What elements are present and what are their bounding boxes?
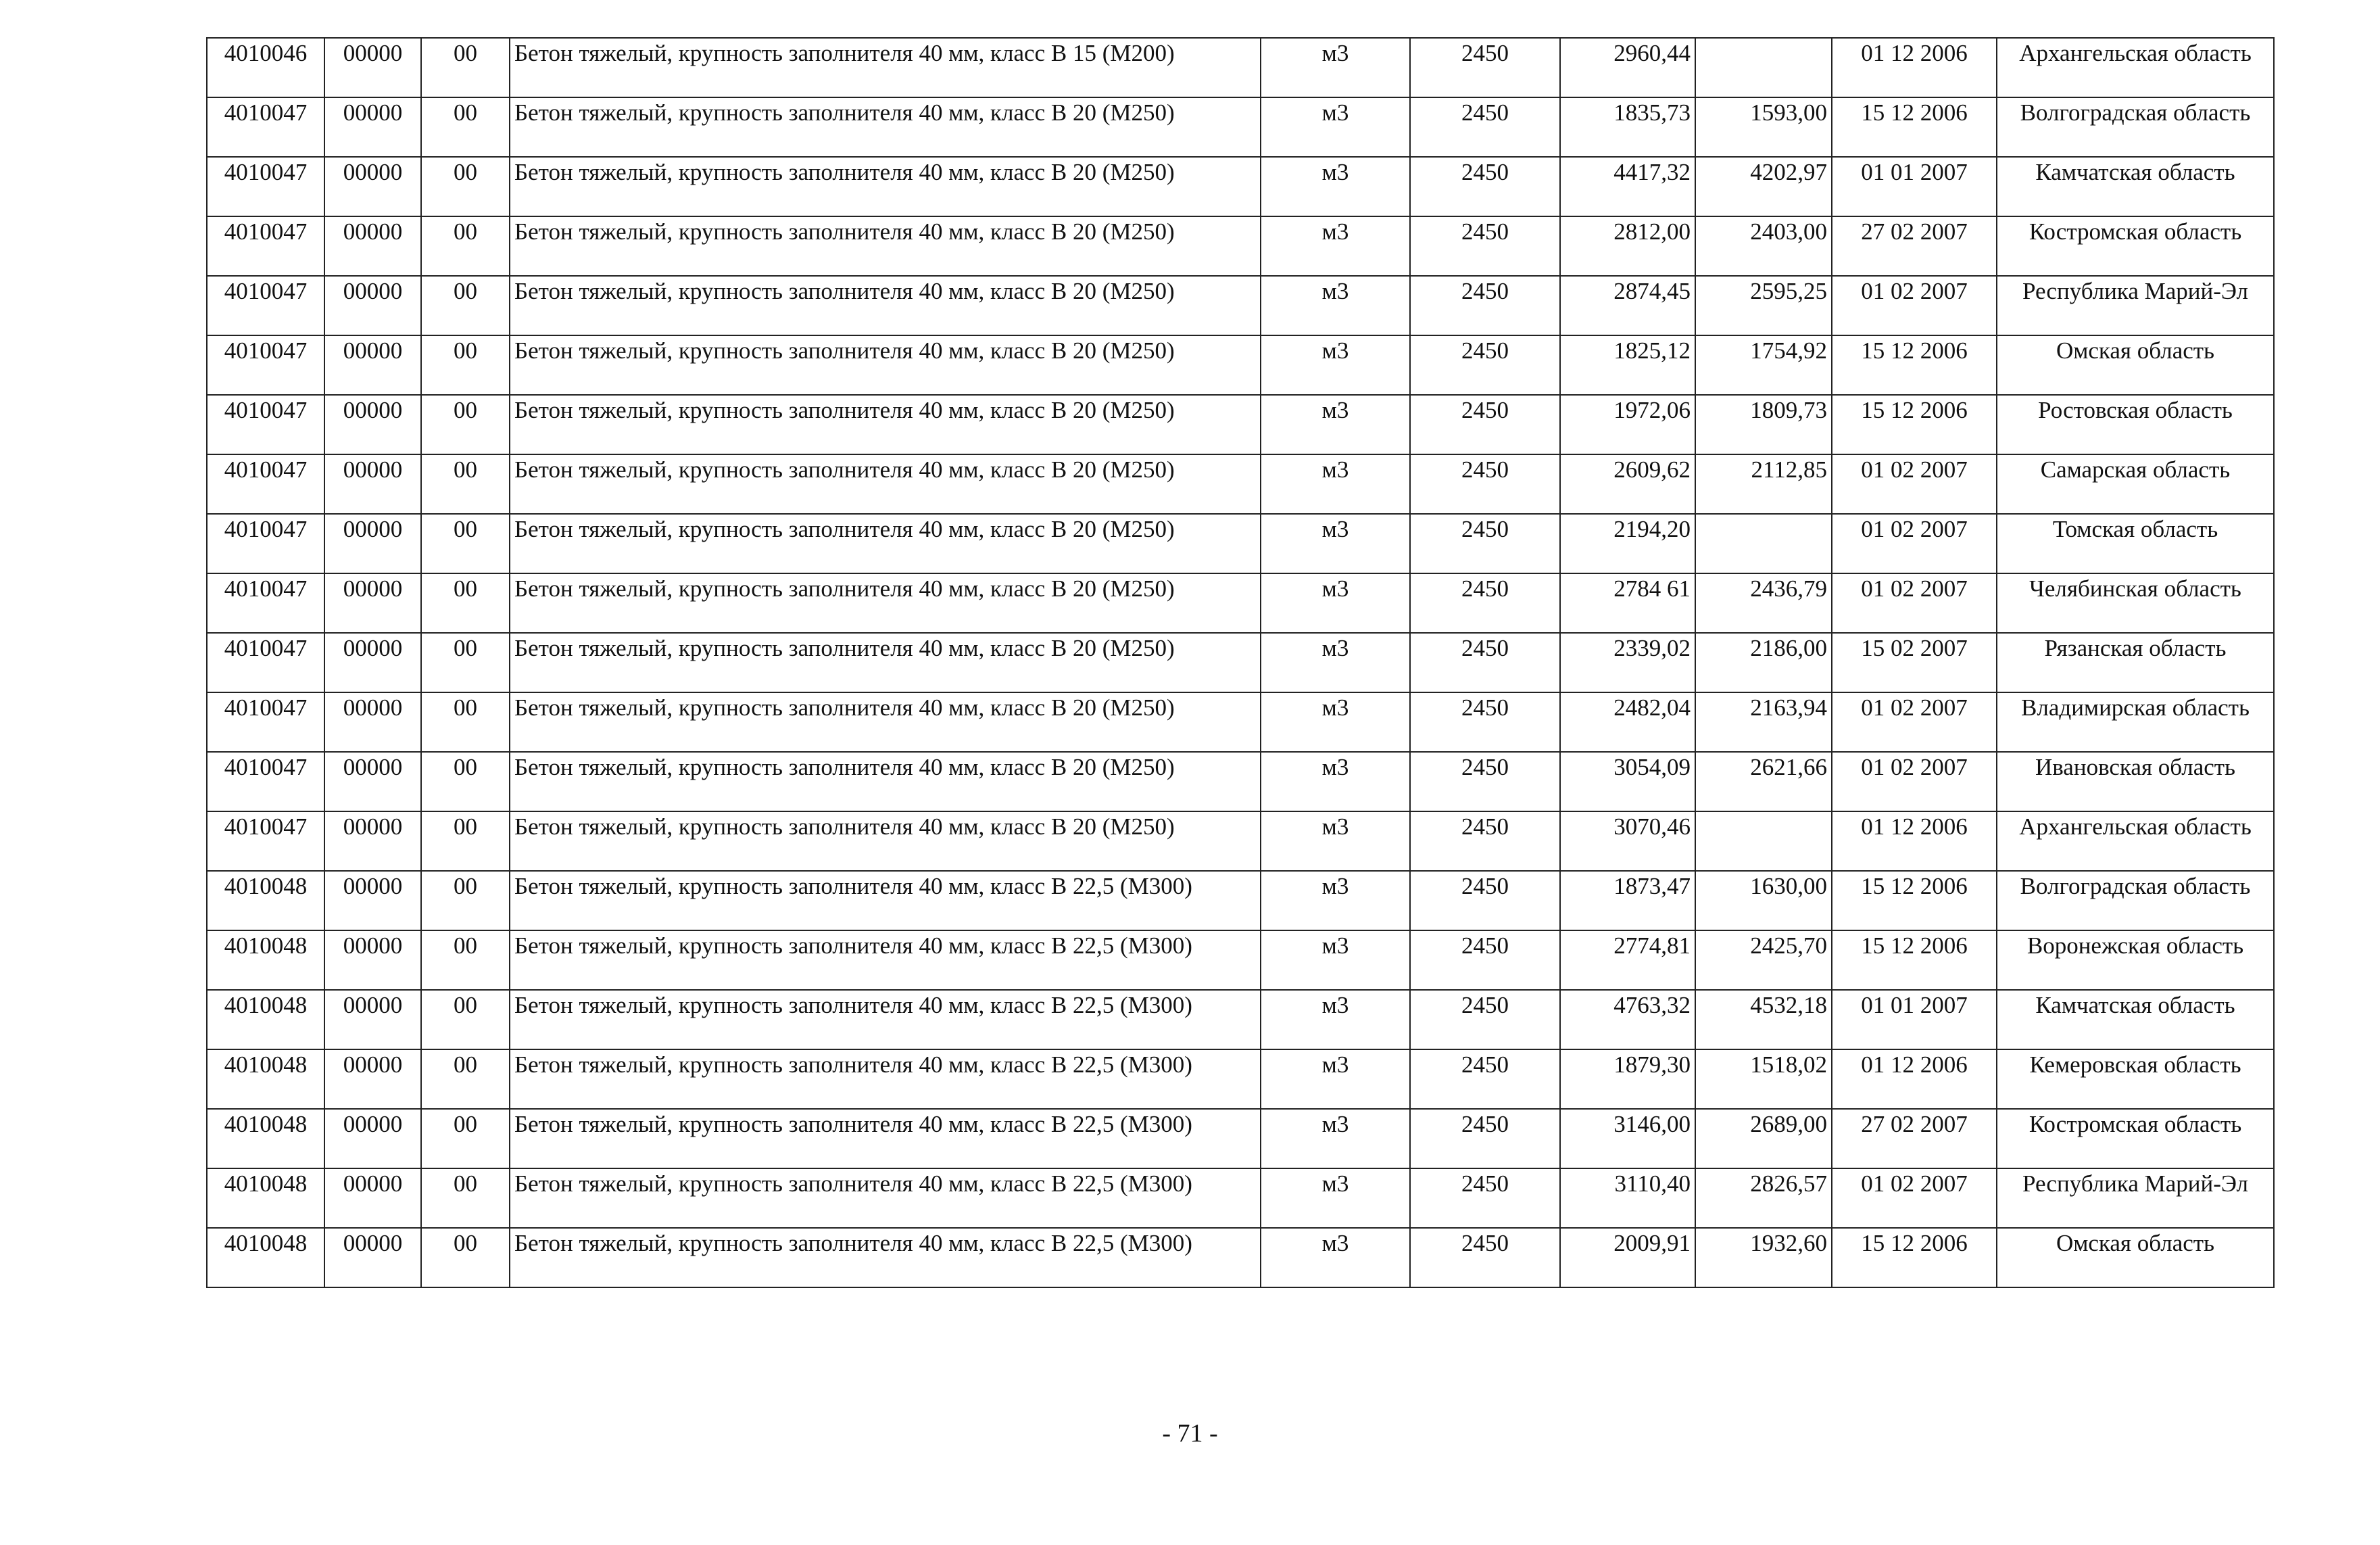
code-cell: 4010047 (207, 692, 324, 752)
code-cell: 4010047 (207, 573, 324, 633)
price-alt-cell: 2425,70 (1695, 930, 1832, 990)
subcode-cell: 00000 (324, 573, 421, 633)
quantity-cell: 2450 (1410, 157, 1560, 216)
region-cell: Камчатская область (1997, 990, 2274, 1049)
table-row (207, 811, 2274, 871)
price-alt-cell: 2403,00 (1695, 216, 1832, 276)
price-cell: 2960,44 (1560, 38, 1695, 97)
date-cell: 15 12 2006 (1832, 1228, 1997, 1287)
region-cell: Омская область (1997, 1228, 2274, 1287)
region-cell: Кемеровская область (1997, 1049, 2274, 1109)
price-cell: 2874,45 (1560, 276, 1695, 335)
quantity-cell: 2450 (1410, 1049, 1560, 1109)
code-cell: 4010047 (207, 514, 324, 573)
quantity-cell: 2450 (1410, 573, 1560, 633)
table-row (207, 573, 2274, 633)
suffix-cell: 00 (421, 692, 510, 752)
suffix-cell: 00 (421, 157, 510, 216)
date-cell: 01 02 2007 (1832, 454, 1997, 514)
region-cell: Ростовская область (1997, 395, 2274, 454)
table-row (207, 633, 2274, 692)
price-cell: 2609,62 (1560, 454, 1695, 514)
material-name-cell: Бетон тяжелый, крупность заполнителя 40 мм, класс В 20 (М250) (510, 335, 1261, 395)
date-cell: 01 12 2006 (1832, 38, 1997, 97)
unit-cell: м3 (1261, 395, 1410, 454)
code-cell: 4010047 (207, 216, 324, 276)
subcode-cell: 00000 (324, 395, 421, 454)
price-cell: 2482,04 (1560, 692, 1695, 752)
code-cell: 4010047 (207, 157, 324, 216)
table-row (207, 216, 2274, 276)
quantity-cell: 2450 (1410, 514, 1560, 573)
price-alt-cell: 2163,94 (1695, 692, 1832, 752)
price-cell: 1879,30 (1560, 1049, 1695, 1109)
code-cell: 4010047 (207, 752, 324, 811)
date-cell: 15 12 2006 (1832, 395, 1997, 454)
region-cell: Самарская область (1997, 454, 2274, 514)
price-alt-cell: 2436,79 (1695, 573, 1832, 633)
subcode-cell: 00000 (324, 871, 421, 930)
material-name-cell: Бетон тяжелый, крупность заполнителя 40 мм, класс В 20 (М250) (510, 514, 1261, 573)
quantity-cell: 2450 (1410, 97, 1560, 157)
region-cell: Архангельская область (1997, 38, 2274, 97)
region-cell: Архангельская область (1997, 811, 2274, 871)
date-cell: 01 02 2007 (1832, 752, 1997, 811)
price-cell: 3054,09 (1560, 752, 1695, 811)
material-name-cell: Бетон тяжелый, крупность заполнителя 40 мм, класс В 22,5 (М300) (510, 930, 1261, 990)
region-cell: Камчатская область (1997, 157, 2274, 216)
table-row (207, 1228, 2274, 1287)
region-cell: Томская область (1997, 514, 2274, 573)
date-cell: 27 02 2007 (1832, 1109, 1997, 1168)
unit-cell: м3 (1261, 930, 1410, 990)
table-row (207, 335, 2274, 395)
table-row (207, 157, 2274, 216)
material-name-cell: Бетон тяжелый, крупность заполнителя 40 мм, класс В 20 (М250) (510, 633, 1261, 692)
table-row (207, 1168, 2274, 1228)
code-cell: 4010047 (207, 335, 324, 395)
code-cell: 4010047 (207, 811, 324, 871)
suffix-cell: 00 (421, 1049, 510, 1109)
subcode-cell: 00000 (324, 1168, 421, 1228)
region-cell: Рязанская область (1997, 633, 2274, 692)
unit-cell: м3 (1261, 573, 1410, 633)
date-cell: 01 12 2006 (1832, 811, 1997, 871)
code-cell: 4010046 (207, 38, 324, 97)
table-row (207, 395, 2274, 454)
quantity-cell: 2450 (1410, 1109, 1560, 1168)
unit-cell: м3 (1261, 335, 1410, 395)
quantity-cell: 2450 (1410, 990, 1560, 1049)
quantity-cell: 2450 (1410, 811, 1560, 871)
price-alt-cell: 2595,25 (1695, 276, 1832, 335)
price-alt-cell: 1630,00 (1695, 871, 1832, 930)
material-name-cell: Бетон тяжелый, крупность заполнителя 40 мм, класс В 20 (М250) (510, 157, 1261, 216)
material-name-cell: Бетон тяжелый, крупность заполнителя 40 мм, класс В 22,5 (М300) (510, 1049, 1261, 1109)
price-cell: 4417,32 (1560, 157, 1695, 216)
material-name-cell: Бетон тяжелый, крупность заполнителя 40 мм, класс В 22,5 (М300) (510, 990, 1261, 1049)
unit-cell: м3 (1261, 514, 1410, 573)
code-cell: 4010047 (207, 633, 324, 692)
price-alt-cell: 1809,73 (1695, 395, 1832, 454)
price-alt-cell: 4532,18 (1695, 990, 1832, 1049)
quantity-cell: 2450 (1410, 38, 1560, 97)
suffix-cell: 00 (421, 811, 510, 871)
suffix-cell: 00 (421, 990, 510, 1049)
unit-cell: м3 (1261, 1049, 1410, 1109)
price-alt-cell (1695, 811, 1832, 871)
price-alt-cell: 2112,85 (1695, 454, 1832, 514)
date-cell: 01 02 2007 (1832, 1168, 1997, 1228)
code-cell: 4010048 (207, 930, 324, 990)
unit-cell: м3 (1261, 1228, 1410, 1287)
unit-cell: м3 (1261, 1168, 1410, 1228)
unit-cell: м3 (1261, 454, 1410, 514)
date-cell: 01 02 2007 (1832, 692, 1997, 752)
region-cell: Омская область (1997, 335, 2274, 395)
price-alt-cell: 1518,02 (1695, 1049, 1832, 1109)
table-row (207, 514, 2274, 573)
material-name-cell: Бетон тяжелый, крупность заполнителя 40 мм, класс В 20 (М250) (510, 811, 1261, 871)
date-cell: 15 12 2006 (1832, 335, 1997, 395)
price-cell: 3070,46 (1560, 811, 1695, 871)
table-row (207, 1049, 2274, 1109)
code-cell: 4010047 (207, 454, 324, 514)
date-cell: 01 01 2007 (1832, 990, 1997, 1049)
suffix-cell: 00 (421, 930, 510, 990)
date-cell: 27 02 2007 (1832, 216, 1997, 276)
price-alt-cell: 2621,66 (1695, 752, 1832, 811)
price-alt-cell: 2826,57 (1695, 1168, 1832, 1228)
material-name-cell: Бетон тяжелый, крупность заполнителя 40 мм, класс В 20 (М250) (510, 454, 1261, 514)
code-cell: 4010047 (207, 97, 324, 157)
unit-cell: м3 (1261, 97, 1410, 157)
material-name-cell: Бетон тяжелый, крупность заполнителя 40 мм, класс В 20 (М250) (510, 395, 1261, 454)
quantity-cell: 2450 (1410, 395, 1560, 454)
table-row (207, 276, 2274, 335)
subcode-cell: 00000 (324, 1109, 421, 1168)
price-cell: 2009,91 (1560, 1228, 1695, 1287)
price-alt-cell: 4202,97 (1695, 157, 1832, 216)
price-cell: 1825,12 (1560, 335, 1695, 395)
subcode-cell: 00000 (324, 990, 421, 1049)
material-name-cell: Бетон тяжелый, крупность заполнителя 40 мм, класс В 15 (М200) (510, 38, 1261, 97)
subcode-cell: 00000 (324, 633, 421, 692)
suffix-cell: 00 (421, 1168, 510, 1228)
suffix-cell: 00 (421, 752, 510, 811)
material-name-cell: Бетон тяжелый, крупность заполнителя 40 мм, класс В 20 (М250) (510, 573, 1261, 633)
quantity-cell: 2450 (1410, 930, 1560, 990)
price-cell: 2784 61 (1560, 573, 1695, 633)
material-name-cell: Бетон тяжелый, крупность заполнителя 40 мм, класс В 20 (М250) (510, 276, 1261, 335)
material-name-cell: Бетон тяжелый, крупность заполнителя 40 мм, класс В 20 (М250) (510, 692, 1261, 752)
table-row (207, 97, 2274, 157)
code-cell: 4010047 (207, 395, 324, 454)
price-alt-cell: 1754,92 (1695, 335, 1832, 395)
quantity-cell: 2450 (1410, 216, 1560, 276)
suffix-cell: 00 (421, 1109, 510, 1168)
subcode-cell: 00000 (324, 97, 421, 157)
subcode-cell: 00000 (324, 514, 421, 573)
code-cell: 4010048 (207, 990, 324, 1049)
material-name-cell: Бетон тяжелый, крупность заполнителя 40 мм, класс В 20 (М250) (510, 216, 1261, 276)
material-name-cell: Бетон тяжелый, крупность заполнителя 40 мм, класс В 20 (М250) (510, 97, 1261, 157)
unit-cell: м3 (1261, 692, 1410, 752)
code-cell: 4010047 (207, 276, 324, 335)
price-alt-cell (1695, 514, 1832, 573)
quantity-cell: 2450 (1410, 692, 1560, 752)
price-cell: 2774,81 (1560, 930, 1695, 990)
region-cell: Воронежская область (1997, 930, 2274, 990)
price-cell: 2194,20 (1560, 514, 1695, 573)
subcode-cell: 00000 (324, 335, 421, 395)
unit-cell: м3 (1261, 276, 1410, 335)
price-cell: 3146,00 (1560, 1109, 1695, 1168)
region-cell: Костромская область (1997, 1109, 2274, 1168)
region-cell: Волгоградская область (1997, 871, 2274, 930)
suffix-cell: 00 (421, 1228, 510, 1287)
subcode-cell: 00000 (324, 454, 421, 514)
unit-cell: м3 (1261, 157, 1410, 216)
quantity-cell: 2450 (1410, 335, 1560, 395)
date-cell: 01 02 2007 (1832, 276, 1997, 335)
material-name-cell: Бетон тяжелый, крупность заполнителя 40 мм, класс В 20 (М250) (510, 752, 1261, 811)
code-cell: 4010048 (207, 1049, 324, 1109)
subcode-cell: 00000 (324, 38, 421, 97)
quantity-cell: 2450 (1410, 276, 1560, 335)
unit-cell: м3 (1261, 216, 1410, 276)
table-row (207, 692, 2274, 752)
suffix-cell: 00 (421, 633, 510, 692)
price-alt-cell: 2689,00 (1695, 1109, 1832, 1168)
price-alt-cell (1695, 38, 1832, 97)
unit-cell: м3 (1261, 752, 1410, 811)
region-cell: Костромская область (1997, 216, 2274, 276)
subcode-cell: 00000 (324, 692, 421, 752)
date-cell: 15 12 2006 (1832, 930, 1997, 990)
subcode-cell: 00000 (324, 752, 421, 811)
price-cell: 1835,73 (1560, 97, 1695, 157)
quantity-cell: 2450 (1410, 454, 1560, 514)
region-cell: Владимирская область (1997, 692, 2274, 752)
region-cell: Волгоградская область (1997, 97, 2274, 157)
quantity-cell: 2450 (1410, 1228, 1560, 1287)
code-cell: 4010048 (207, 871, 324, 930)
table-row (207, 1109, 2274, 1168)
material-name-cell: Бетон тяжелый, крупность заполнителя 40 мм, класс В 22,5 (М300) (510, 871, 1261, 930)
suffix-cell: 00 (421, 395, 510, 454)
unit-cell: м3 (1261, 1109, 1410, 1168)
unit-cell: м3 (1261, 871, 1410, 930)
price-cell: 1972,06 (1560, 395, 1695, 454)
date-cell: 15 02 2007 (1832, 633, 1997, 692)
region-cell: Республика Марий-Эл (1997, 1168, 2274, 1228)
page-number: - 71 - (1162, 1419, 1218, 1448)
date-cell: 15 12 2006 (1832, 871, 1997, 930)
subcode-cell: 00000 (324, 930, 421, 990)
price-cell: 4763,32 (1560, 990, 1695, 1049)
unit-cell: м3 (1261, 38, 1410, 97)
price-cell: 3110,40 (1560, 1168, 1695, 1228)
material-name-cell: Бетон тяжелый, крупность заполнителя 40 мм, класс В 22,5 (М300) (510, 1109, 1261, 1168)
table-row (207, 454, 2274, 514)
quantity-cell: 2450 (1410, 871, 1560, 930)
region-cell: Республика Марий-Эл (1997, 276, 2274, 335)
suffix-cell: 00 (421, 276, 510, 335)
date-cell: 01 01 2007 (1832, 157, 1997, 216)
region-cell: Ивановская область (1997, 752, 2274, 811)
table-row (207, 990, 2274, 1049)
suffix-cell: 00 (421, 871, 510, 930)
code-cell: 4010048 (207, 1228, 324, 1287)
code-cell: 4010048 (207, 1109, 324, 1168)
suffix-cell: 00 (421, 514, 510, 573)
unit-cell: м3 (1261, 633, 1410, 692)
price-cell: 2339,02 (1560, 633, 1695, 692)
suffix-cell: 00 (421, 97, 510, 157)
subcode-cell: 00000 (324, 216, 421, 276)
suffix-cell: 00 (421, 335, 510, 395)
table-row (207, 930, 2274, 990)
price-alt-cell: 2186,00 (1695, 633, 1832, 692)
table-body (207, 38, 2274, 1287)
quantity-cell: 2450 (1410, 752, 1560, 811)
date-cell: 01 02 2007 (1832, 514, 1997, 573)
material-name-cell: Бетон тяжелый, крупность заполнителя 40 мм, класс В 22,5 (М300) (510, 1168, 1261, 1228)
price-table (206, 37, 2275, 1288)
date-cell: 15 12 2006 (1832, 97, 1997, 157)
subcode-cell: 00000 (324, 811, 421, 871)
unit-cell: м3 (1261, 990, 1410, 1049)
subcode-cell: 00000 (324, 1228, 421, 1287)
unit-cell: м3 (1261, 811, 1410, 871)
quantity-cell: 2450 (1410, 1168, 1560, 1228)
subcode-cell: 00000 (324, 157, 421, 216)
code-cell: 4010048 (207, 1168, 324, 1228)
price-alt-cell: 1932,60 (1695, 1228, 1832, 1287)
region-cell: Челябинская область (1997, 573, 2274, 633)
suffix-cell: 00 (421, 216, 510, 276)
table-row (207, 752, 2274, 811)
quantity-cell: 2450 (1410, 633, 1560, 692)
table-row (207, 38, 2274, 97)
suffix-cell: 00 (421, 573, 510, 633)
subcode-cell: 00000 (324, 1049, 421, 1109)
price-alt-cell: 1593,00 (1695, 97, 1832, 157)
suffix-cell: 00 (421, 454, 510, 514)
date-cell: 01 12 2006 (1832, 1049, 1997, 1109)
suffix-cell: 00 (421, 38, 510, 97)
material-name-cell: Бетон тяжелый, крупность заполнителя 40 мм, класс В 22,5 (М300) (510, 1228, 1261, 1287)
table-row (207, 871, 2274, 930)
date-cell: 01 02 2007 (1832, 573, 1997, 633)
subcode-cell: 00000 (324, 276, 421, 335)
price-cell: 1873,47 (1560, 871, 1695, 930)
price-cell: 2812,00 (1560, 216, 1695, 276)
